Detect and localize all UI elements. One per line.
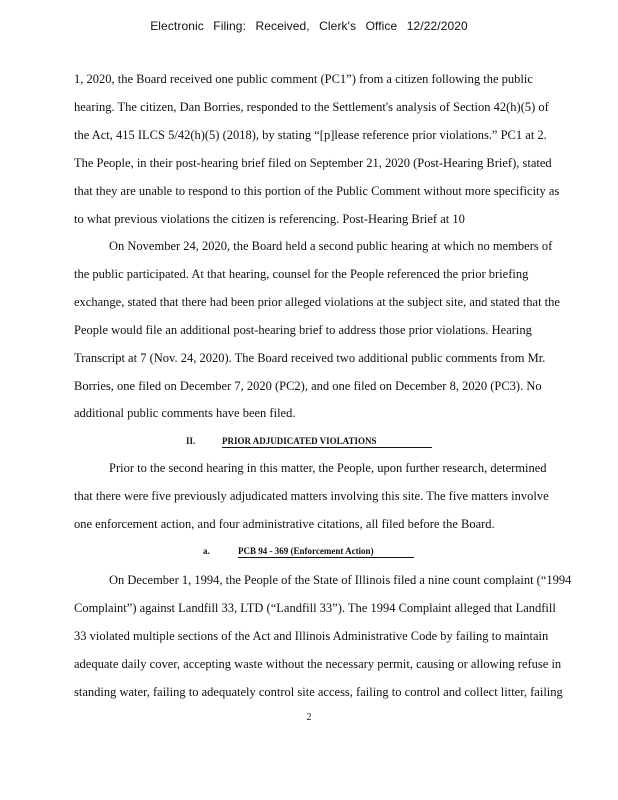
- paragraph-line: Borries, one filed on December 7, 2020 (PC2), and one filed on December 8, 2020 (PC3). No: [74, 379, 542, 393]
- paragraph-line: exchange, stated that there had been prior alleged violations at the subject site, and stated that the: [74, 295, 560, 309]
- paragraph-line: that there were five previously adjudicated matters involving this site. The five matters involve: [74, 489, 549, 503]
- subsection-title: [238, 546, 414, 558]
- paragraph-line: The People, in their post-hearing brief filed on September 21, 2020 (Post-Hearing Brief), stated: [74, 156, 552, 170]
- paragraph-line: that they are unable to respond to this portion of the Public Comment without more specificity as: [74, 184, 560, 198]
- paragraph-line: Complaint”) against Landfill 33, LTD (“Landfill 33”). The 1994 Complaint alleged that Landfill: [74, 601, 556, 615]
- section-title: [222, 436, 432, 448]
- paragraph-line: one enforcement action, and four administrative citations, all filed before the Board.: [74, 517, 495, 531]
- paragraph-line: the public participated. At that hearing, counsel for the People referenced the prior briefing: [74, 267, 529, 281]
- paragraph-line: 1, 2020, the Board received one public comment (PC1”) from a citizen following the public: [74, 72, 533, 86]
- paragraph-line: hearing. The citizen, Dan Borries, responded to the Settlement's analysis of Section 42(h)(5) of: [74, 100, 549, 114]
- paragraph-line: On December 1, 1994, the People of the State of Illinois filed a nine count complaint (“1994: [109, 573, 572, 587]
- filing-header: Electronic Filing: Received, Clerk's Office 12/22/2020: [150, 19, 468, 33]
- paragraph-line: adequate daily cover, accepting waste without the necessary permit, causing or allowing refuse in: [74, 657, 562, 671]
- section-title-text: PRIOR ADJUDICATED VIOLATIONS: [222, 436, 432, 448]
- subsection-letter: a.: [203, 546, 210, 556]
- paragraph-line: additional public comments have been filed.: [74, 406, 296, 420]
- paragraph-line: to what previous violations the citizen is referencing. Post-Hearing Brief at 10: [74, 212, 465, 226]
- page-number: 2: [306, 712, 312, 723]
- paragraph-line: 33 violated multiple sections of the Act and Illinois Administrative Code by failing to maintain: [74, 629, 549, 643]
- paragraph-line: Transcript at 7 (Nov. 24, 2020). The Board received two additional public comments from Mr.: [74, 351, 546, 365]
- paragraph-line: Prior to the second hearing in this matter, the People, upon further research, determined: [109, 461, 547, 475]
- paragraph-line: standing water, failing to adequately control site access, failing to control and collect litter, failing: [74, 685, 563, 699]
- paragraph-line: On November 24, 2020, the Board held a second public hearing at which no members of: [109, 239, 553, 253]
- paragraph-line: People would file an additional post-hearing brief to address those prior violations. Hearing: [74, 323, 532, 337]
- subsection-title-text: PCB 94 - 369 (Enforcement Action): [238, 546, 414, 558]
- paragraph-line: the Act, 415 ILCS 5/42(h)(5) (2018), by stating “[p]lease reference prior violations.” PC1 at 2.: [74, 128, 547, 142]
- section-number: II.: [186, 436, 196, 446]
